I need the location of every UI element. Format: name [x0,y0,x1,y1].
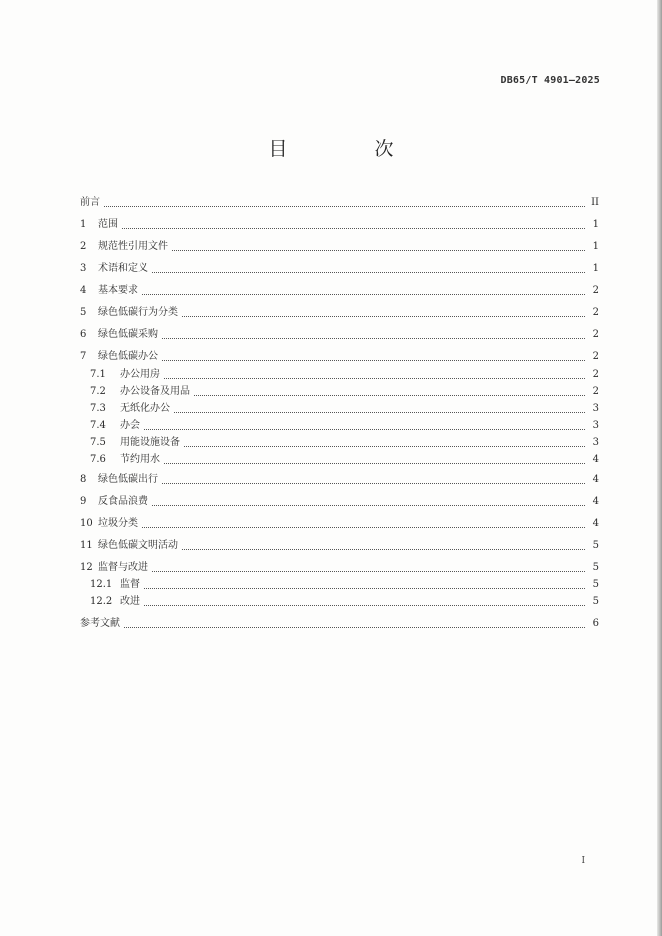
toc-entry-label: 办公用房 [120,369,160,380]
toc-entry[interactable] [80,328,599,342]
toc-entry-label: 办会 [120,420,140,431]
toc-entry[interactable] [80,539,599,553]
toc-leader-dots [152,561,585,572]
toc-entry-label: 改进 [120,596,140,607]
toc-entry-page: 4 [592,454,599,465]
toc-entry[interactable] [90,578,599,592]
footer-page-number: I [581,856,585,866]
toc-leader-dots [142,517,585,528]
toc-entry-number: 10 [80,518,93,529]
toc-entry-number: 7.5 [90,437,106,448]
toc-entry-page: 6 [592,618,599,629]
toc-entry-page: II [591,197,599,208]
toc-leader-dots [142,284,585,295]
toc-entry-number: 12.2 [90,596,113,607]
toc-entry-label: 办公设备及用品 [120,386,190,397]
toc-entry-number: 7.3 [90,403,106,414]
toc-entry[interactable] [80,350,599,364]
toc-leader-dots [122,218,585,229]
toc-entry[interactable] [90,453,599,467]
toc-leader-dots [152,495,585,506]
toc-entry-number: 12.1 [90,579,113,590]
toc-leader-dots [162,328,585,339]
toc-leader-dots [162,473,585,484]
toc-entry-label: 术语和定义 [98,263,148,274]
toc-entry-label: 绿色低碳文明活动 [98,540,178,551]
toc-entry-label: 基本要求 [98,285,138,296]
toc-entry[interactable] [80,473,599,487]
toc-leader-dots [104,196,585,207]
toc-entry-number: 7 [80,351,87,362]
toc-entry[interactable] [90,368,599,382]
toc-entry[interactable] [90,402,599,416]
toc-entry[interactable] [90,385,599,399]
toc-entry-number: 2 [80,241,87,252]
toc-leader-dots [162,350,585,361]
toc-entry-number: 7.4 [90,420,106,431]
toc-entry[interactable] [80,517,599,531]
toc-entry-page: 2 [592,369,599,380]
page-title: 目 次 [268,138,428,160]
toc-entry-page: 2 [592,285,599,296]
toc-entry[interactable] [80,262,599,276]
toc-entry[interactable] [80,617,599,631]
toc-leader-dots [172,240,585,251]
toc-entry-page: 3 [592,403,599,414]
toc-entry-page: 2 [592,307,599,318]
toc-entry[interactable] [90,595,599,609]
toc-entry[interactable] [80,240,599,254]
toc-entry-label: 绿色低碳办公 [98,351,158,362]
toc-leader-dots [124,617,585,628]
toc-entry[interactable] [80,218,599,232]
toc-leader-dots [182,306,585,317]
toc-entry-label: 反食品浪费 [98,496,148,507]
toc-entry[interactable] [80,306,599,320]
toc-entry-page: 4 [592,518,599,529]
toc-entry-page: 5 [592,579,599,590]
toc-leader-dots [184,436,585,447]
toc-entry-number: 3 [80,263,87,274]
toc-entry-page: 4 [592,496,599,507]
toc-entry[interactable] [80,284,599,298]
toc-leader-dots [164,453,585,464]
toc-entry-label: 绿色低碳采购 [98,329,158,340]
toc-entry[interactable] [80,196,599,210]
toc-leader-dots [182,539,585,550]
toc-entry[interactable] [90,419,599,433]
toc-entry[interactable] [90,436,599,450]
toc-entry-number: 7.1 [90,369,106,380]
toc-entry-page: 5 [592,596,599,607]
toc-entry-page: 4 [592,474,599,485]
toc-leader-dots [152,262,585,273]
toc-leader-dots [144,578,585,589]
toc-leader-dots [164,368,585,379]
toc-entry-number: 11 [80,540,93,551]
toc-entry-label: 前言 [80,197,100,208]
toc-entry-number: 12 [80,562,93,573]
toc-entry-number: 8 [80,474,87,485]
toc-entry-label: 范围 [98,219,118,230]
toc-entry-page: 5 [592,562,599,573]
toc-entry-number: 1 [80,219,87,230]
toc-entry[interactable] [80,495,599,509]
toc-entry-page: 2 [592,386,599,397]
toc-entry-number: 9 [80,496,87,507]
toc-entry-page: 2 [592,351,599,362]
toc-leader-dots [194,385,585,396]
toc-entry-number: 4 [80,285,87,296]
toc-entry-page: 1 [592,241,599,252]
toc-entry-page: 5 [592,540,599,551]
toc-entry-number: 7.2 [90,386,106,397]
toc-leader-dots [174,402,585,413]
toc-entry-label: 监督与改进 [98,562,148,573]
toc-entry-label: 参考文献 [80,618,120,629]
toc-entry-label: 规范性引用文件 [98,241,168,252]
toc-entry-page: 2 [592,329,599,340]
toc-entry-number: 6 [80,329,87,340]
toc-entry-label: 垃圾分类 [98,518,138,529]
toc-entry-number: 5 [80,307,87,318]
toc-entry-label: 用能设施设备 [120,437,180,448]
toc-entry-label: 绿色低碳出行 [98,474,158,485]
document-id: DB65/T 4901—2025 [500,75,600,86]
toc-entry-page: 1 [592,219,599,230]
toc-entry-page: 1 [592,263,599,274]
toc-leader-dots [144,419,585,430]
toc-entry-number: 7.6 [90,454,106,465]
toc-leader-dots [144,595,585,606]
toc-entry-page: 3 [592,437,599,448]
toc-entry-label: 绿色低碳行为分类 [98,307,178,318]
toc-entry-label: 节约用水 [120,454,160,465]
toc-entry[interactable] [80,561,599,575]
toc-entry-page: 3 [592,420,599,431]
toc-entry-label: 无纸化办公 [120,403,170,414]
toc-entry-label: 监督 [120,579,140,590]
